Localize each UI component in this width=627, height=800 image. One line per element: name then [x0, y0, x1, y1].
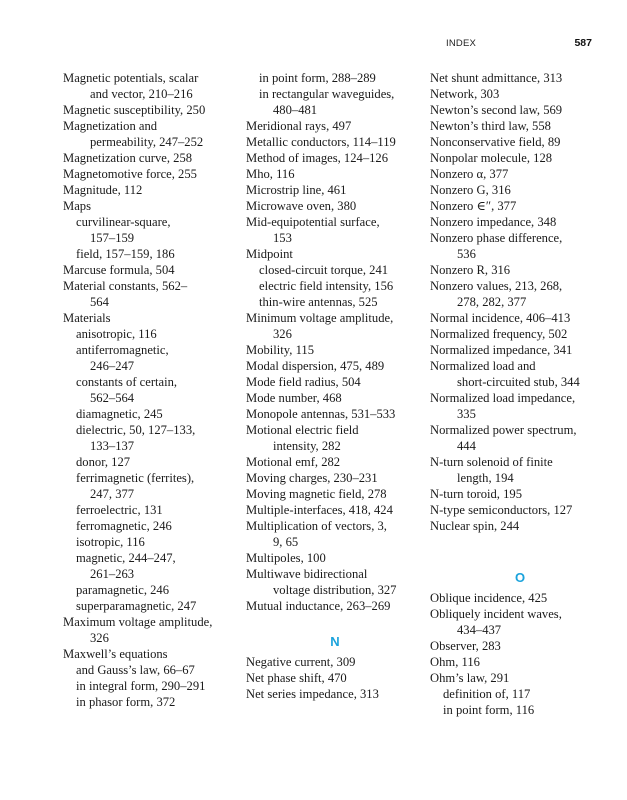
index-entry: Modal dispersion, 475, 489: [246, 359, 385, 373]
index-entry-continuation: 278, 282, 377: [457, 295, 527, 309]
index-entry: Motional emf, 282: [246, 455, 341, 469]
index-entry: Normalized frequency, 502: [430, 327, 568, 341]
index-entry: Mobility, 115: [246, 343, 314, 357]
index-entry-continuation: 434–437: [457, 623, 502, 637]
index-column-2: [246, 70, 424, 702]
index-entry-continuation: 157–159: [90, 231, 135, 245]
index-subentry: and Gauss’s law, 66–67: [76, 663, 195, 677]
index-entry-continuation: 326: [273, 327, 292, 341]
index-subentry: in phasor form, 372: [76, 695, 176, 709]
index-entry-continuation: length, 194: [457, 471, 514, 485]
section-gap: [246, 614, 424, 630]
index-entry: Midpoint: [246, 247, 293, 261]
index-entry-continuation: short-circuited stub, 344: [457, 375, 580, 389]
index-subentry: definition of, 117: [443, 687, 531, 701]
index-column-3: [430, 70, 610, 718]
index-subentry: field, 157–159, 186: [76, 247, 175, 261]
index-entry-continuation: and vector, 210–216: [90, 87, 193, 101]
index-entry: Oblique incidence, 425: [430, 591, 548, 605]
index-entry: Maps: [63, 199, 91, 213]
index-entry-continuation: voltage distribution, 327: [273, 583, 397, 597]
index-entry-continuation: 153: [273, 231, 292, 245]
index-entry: Negative current, 309: [246, 655, 356, 669]
index-entry: Multiwave bidirectional: [246, 567, 368, 581]
index-entry: Method of images, 124–126: [246, 151, 389, 165]
index-subentry: ferroelectric, 131: [76, 503, 163, 517]
index-subentry: superparamagnetic, 247: [76, 599, 197, 613]
section-heading-n: N: [330, 634, 340, 649]
index-entry: Ohm’s law, 291: [430, 671, 510, 685]
index-subentry: in point form, 288–289: [259, 71, 376, 85]
index-entry-continuation: 335: [457, 407, 476, 421]
index-entry: Normalized load and: [430, 359, 536, 373]
index-entry: Mid-equipotential surface,: [246, 215, 380, 229]
index-entry: Marcuse formula, 504: [63, 263, 175, 277]
index-subentry: isotropic, 116: [76, 535, 145, 549]
index-entry: Normal incidence, 406–413: [430, 311, 571, 325]
index-entry: Moving charges, 230–231: [246, 471, 378, 485]
index-entry: Nonzero impedance, 348: [430, 215, 557, 229]
index-subentry: ferrimagnetic (ferrites),: [76, 471, 195, 485]
index-entry: Obliquely incident waves,: [430, 607, 562, 621]
index-entry: Microwave oven, 380: [246, 199, 357, 213]
index-subentry: constants of certain,: [76, 375, 178, 389]
index-entry: Nonzero ∈″, 377: [430, 199, 517, 213]
index-entry-continuation: 246–247: [90, 359, 135, 373]
index-entry: Motional electric field: [246, 423, 359, 437]
index-subentry: paramagnetic, 246: [76, 583, 170, 597]
index-entry: Ohm, 116: [430, 655, 480, 669]
index-subentry: in integral form, 290–291: [76, 679, 206, 693]
index-entry-continuation: 247, 377: [90, 487, 135, 501]
index-entry: Microstrip line, 461: [246, 183, 347, 197]
index-entry: Minimum voltage amplitude,: [246, 311, 394, 325]
index-entry-continuation: 564: [90, 295, 109, 309]
index-entry: Maxwell’s equations: [63, 647, 168, 661]
index-subentry: ferromagnetic, 246: [76, 519, 172, 533]
index-entry: N-turn solenoid of finite: [430, 455, 553, 469]
index-entry-continuation: 261–263: [90, 567, 135, 581]
index-entry-continuation: 9, 65: [273, 535, 299, 549]
index-entry: Monopole antennas, 531–533: [246, 407, 396, 421]
section-heading-o: O: [514, 570, 526, 585]
index-entry: Newton’s second law, 569: [430, 103, 563, 117]
index-entry-continuation: intensity, 282: [273, 439, 341, 453]
index-entry: Network, 303: [430, 87, 500, 101]
index-entry: Magnitude, 112: [63, 183, 143, 197]
index-entry: Meridional rays, 497: [246, 119, 352, 133]
index-entry: Nonzero phase difference,: [430, 231, 563, 245]
index-entry: Metallic conductors, 114–119: [246, 135, 396, 149]
index-entry: Mode number, 468: [246, 391, 342, 405]
index-entry: Net shunt admittance, 313: [430, 71, 563, 85]
index-entry: Maximum voltage amplitude,: [63, 615, 213, 629]
index-subentry: in point form, 116: [443, 703, 535, 717]
index-entry: Nonzero α, 377: [430, 167, 509, 181]
index-subentry: closed-circuit torque, 241: [259, 263, 389, 277]
index-entry: Normalized load impedance,: [430, 391, 576, 405]
index-entry-continuation: 536: [457, 247, 476, 261]
index-entry: N-type semiconductors, 127: [430, 503, 573, 517]
index-entry: Mho, 116: [246, 167, 295, 181]
index-entry-continuation: 444: [457, 439, 476, 453]
index-entry: Net phase shift, 470: [246, 671, 347, 685]
index-entry-continuation: 480–481: [273, 103, 318, 117]
index-entry: Magnetization curve, 258: [63, 151, 193, 165]
index-entry: Nuclear spin, 244: [430, 519, 520, 533]
index-entry: Nonzero G, 316: [430, 183, 511, 197]
index-entry: Multiple-interfaces, 418, 424: [246, 503, 393, 517]
running-header: INDEX: [446, 38, 477, 49]
index-entry: Normalized impedance, 341: [430, 343, 573, 357]
index-entry: Net series impedance, 313: [246, 687, 379, 701]
index-entry-continuation: permeability, 247–252: [90, 135, 204, 149]
index-entry-continuation: 562–564: [90, 391, 135, 405]
index-entry: N-turn toroid, 195: [430, 487, 522, 501]
index-entry: Magnetic susceptibility, 250: [63, 103, 206, 117]
index-entry: Normalized power spectrum,: [430, 423, 577, 437]
index-subentry: dielectric, 50, 127–133,: [76, 423, 196, 437]
index-entry: Nonpolar molecule, 128: [430, 151, 553, 165]
index-subentry: diamagnetic, 245: [76, 407, 163, 421]
index-entry: Magnetomotive force, 255: [63, 167, 197, 181]
index-entry: Magnetization and: [63, 119, 158, 133]
index-entry: Newton’s third law, 558: [430, 119, 551, 133]
index-entry: Material constants, 562–: [63, 279, 188, 293]
index-column-1: [63, 70, 239, 710]
index-subentry: donor, 127: [76, 455, 131, 469]
index-subentry: magnetic, 244–247,: [76, 551, 176, 565]
index-entry: Nonconservative field, 89: [430, 135, 561, 149]
index-entry: Multiplication of vectors, 3,: [246, 519, 387, 533]
index-subentry: thin-wire antennas, 525: [259, 295, 378, 309]
index-entry: Nonzero R, 316: [430, 263, 511, 277]
index-subentry: electric field intensity, 156: [259, 279, 394, 293]
index-subentry: antiferromagnetic,: [76, 343, 169, 357]
index-entry: Mutual inductance, 263–269: [246, 599, 391, 613]
page-number: 587: [574, 37, 592, 49]
index-entry-continuation: 133–137: [90, 439, 135, 453]
section-gap: [430, 534, 610, 566]
index-entry: Moving magnetic field, 278: [246, 487, 387, 501]
index-subentry: curvilinear-square,: [76, 215, 171, 229]
index-entry: Nonzero values, 213, 268,: [430, 279, 563, 293]
index-entry: Multipoles, 100: [246, 551, 326, 565]
index-entry: Mode field radius, 504: [246, 375, 361, 389]
index-entry: Materials: [63, 311, 111, 325]
index-subentry: anisotropic, 116: [76, 327, 157, 341]
index-entry-continuation: 326: [90, 631, 109, 645]
index-subentry: in rectangular waveguides,: [259, 87, 395, 101]
index-entry: Observer, 283: [430, 639, 501, 653]
index-entry: Magnetic potentials, scalar: [63, 71, 199, 85]
